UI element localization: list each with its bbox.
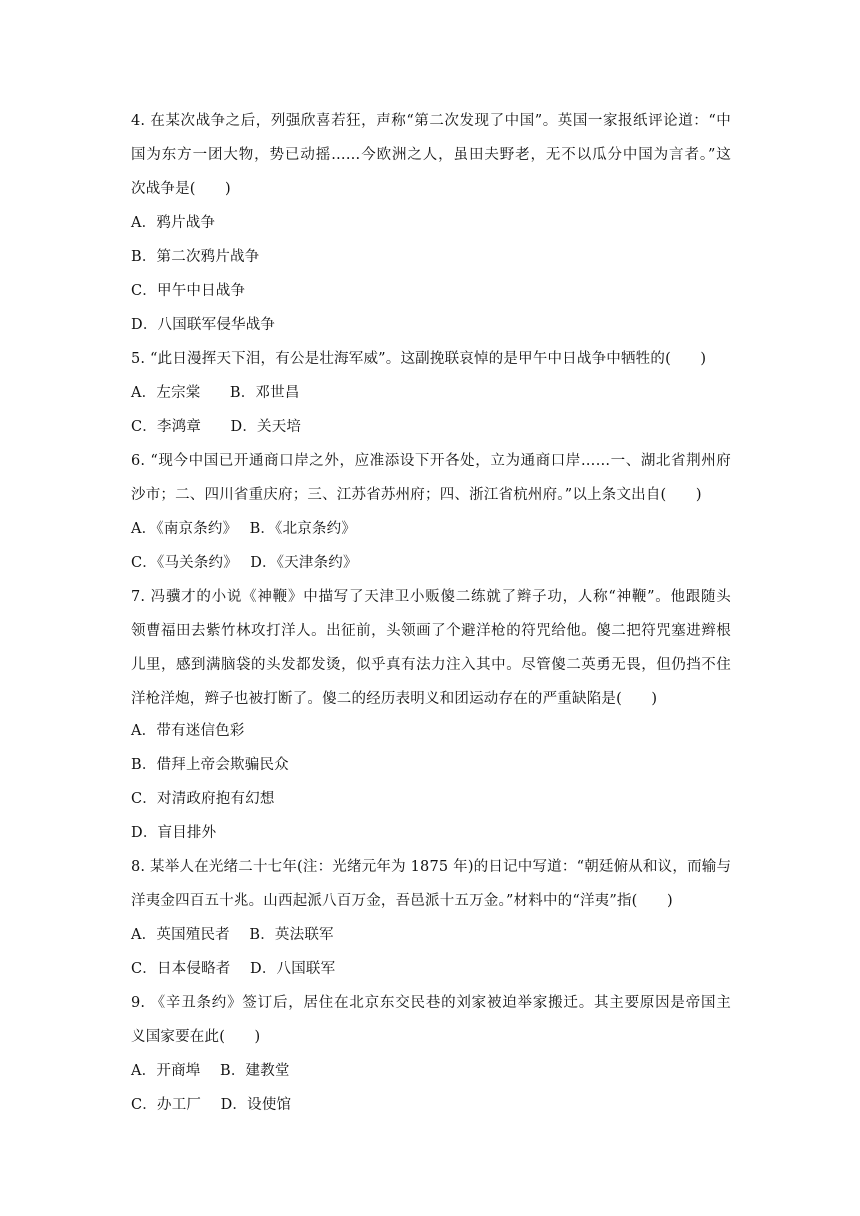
q7-option-b: B．借拜上帝会欺骗民众: [131, 757, 289, 773]
q9-options-cd: C．办工厂 D．设使馆: [131, 1097, 292, 1113]
q7-stem-line-4: 洋枪洋炮，辫子也被打断了。傻二的经历表明义和团运动存在的严重缺陷是( ): [131, 691, 658, 707]
q6-stem-line-2: 沙市；二、四川省重庆府；三、江苏省苏州府；四、浙江省杭州府。”以上条文出自( ): [131, 487, 702, 503]
q4-stem-line-3: 次战争是( ): [131, 181, 231, 197]
q7-stem-line-3: 儿里，感到满脑袋的头发都发烫，似乎真有法力注入其中。尽管傻二英勇无畏，但仍挡不住: [131, 657, 731, 673]
q9-stem-line-2: 义国家要在此( ): [131, 1029, 261, 1045]
q4-option-b: B．第二次鸦片战争: [131, 249, 260, 265]
q8-stem-line-2: 洋夷金四百五十兆。山西起派八百万金，吾邑派十五万金。”材料中的“洋夷”指( ): [131, 893, 673, 909]
q4-option-d: D．八国联军侵华战争: [131, 317, 276, 333]
q7-option-c: C．对清政府抱有幻想: [131, 791, 275, 807]
q7-stem-line-1: 7. 冯骥才的小说《神鞭》中描写了天津卫小贩傻二练就了辫子功，人称“神鞭”。他跟随头: [131, 589, 731, 605]
q8-stem-line-1: 8. 某举人在光绪二十七年(注：光绪元年为 1875 年)的日记中写道：“朝廷俯从和议，而输与: [131, 859, 732, 875]
q5-stem-line-1: 5. “此日漫挥天下泪，有公是壮海军威”。这副挽联哀悼的是甲午中日战争中牺牲的( ): [131, 351, 707, 367]
q7-option-d: D．盲目排外: [131, 825, 217, 841]
q6-options-ab: A．《南京条约》 B．《北京条约》: [131, 521, 357, 537]
q7-option-a: A．带有迷信色彩: [131, 723, 245, 739]
q6-stem-line-1: 6. “现今中国已开通商口岸之外，应准添设下开各处，立为通商口岸……一、湖北省荆州府: [131, 453, 731, 469]
q5-options-cd: C．李鸿章 D．关天培: [131, 419, 302, 435]
q4-option-c: C．甲午中日战争: [131, 283, 246, 299]
q4-stem-line-2: 国为东方一团大物，势已动摇……今欧洲之人，虽田夫野老，无不以瓜分中国为言者。”这: [131, 147, 731, 163]
q4-option-a: A．鸦片战争: [131, 215, 216, 231]
q5-options-ab: A．左宗棠 B．邓世昌: [131, 385, 300, 401]
q6-options-cd: C．《马关条约》 D．《天津条约》: [131, 555, 358, 571]
q8-options-cd: C．日本侵略者 D．八国联军: [131, 961, 336, 977]
q9-options-ab: A．开商埠 B．建教堂: [131, 1063, 290, 1079]
q9-stem-line-1: 9. 《辛丑条约》签订后，居住在北京东交民巷的刘家被迫举家搬迁。其主要原因是帝国主: [131, 995, 731, 1011]
q4-stem-line-1: 4. 在某次战争之后，列强欣喜若狂，声称“第二次发现了中国”。英国一家报纸评论道：“中: [131, 113, 731, 129]
q8-options-ab: A．英国殖民者 B．英法联军: [131, 927, 334, 943]
q7-stem-line-2: 领曹福田去紫竹林攻打洋人。出征前，头领画了个避洋枪的符咒给他。傻二把符咒塞进辫根: [131, 623, 731, 639]
